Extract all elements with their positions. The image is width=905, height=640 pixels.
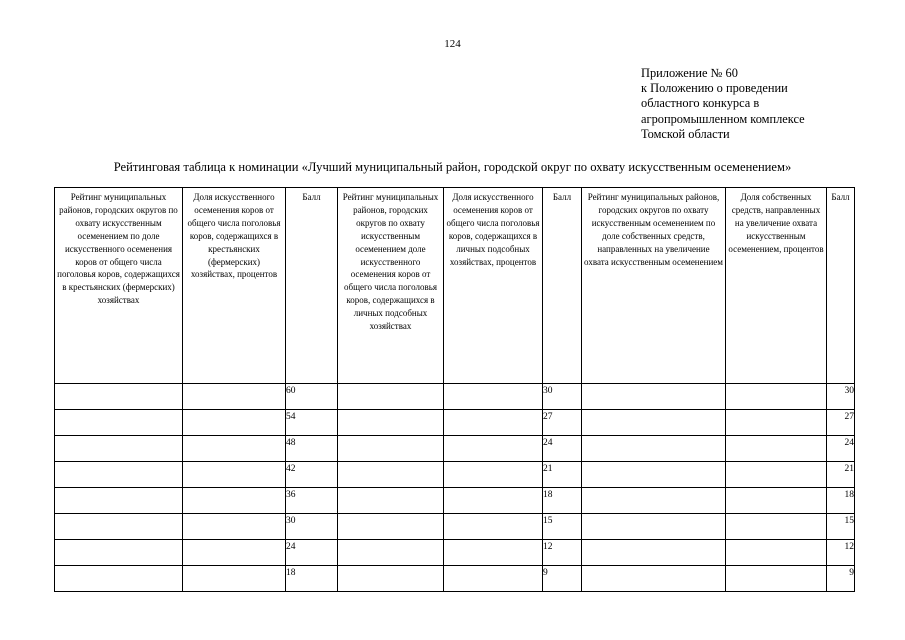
table-cell: [726, 488, 827, 514]
score-cell: 24: [543, 436, 582, 462]
table-cell: [582, 462, 726, 488]
score-cell: 9: [543, 566, 582, 592]
score-cell: 60: [286, 384, 338, 410]
table-cell: [582, 514, 726, 540]
table-cell: [582, 566, 726, 592]
table-cell: [55, 566, 183, 592]
table-cell: [338, 410, 444, 436]
score-cell: 18: [286, 566, 338, 592]
header-score-own-funds: Балл: [827, 188, 855, 384]
table-row: [55, 410, 855, 436]
table-cell: [183, 540, 286, 566]
score-cell: 15: [827, 514, 855, 540]
table-cell: [444, 384, 543, 410]
table-row: [55, 540, 855, 566]
table-cell: [183, 410, 286, 436]
appendix-note: [641, 66, 891, 142]
appendix-line: областного конкурса в: [641, 96, 760, 111]
score-cell: 36: [286, 488, 338, 514]
score-cell: 27: [543, 410, 582, 436]
table-cell: [338, 488, 444, 514]
header-share-kfh: Доля искусственного осеменения коров от общего числа поголовья коров, содержащихся в крестьянских (фермерских) хозяйствах, процентов: [183, 188, 286, 384]
score-cell: 9: [827, 566, 855, 592]
score-cell: 42: [286, 462, 338, 488]
table-cell: [55, 540, 183, 566]
score-cell: 21: [827, 462, 855, 488]
appendix-line: Приложение № 60: [641, 66, 738, 80]
score-cell: 48: [286, 436, 338, 462]
table-cell: [726, 514, 827, 540]
score-cell: 30: [286, 514, 338, 540]
appendix-line: агропромышленном комплексе: [641, 111, 805, 126]
table-cell: [444, 488, 543, 514]
score-cell: 30: [827, 384, 855, 410]
score-cell: 18: [827, 488, 855, 514]
score-cell: 18: [543, 488, 582, 514]
table-cell: [55, 436, 183, 462]
table-cell: [338, 384, 444, 410]
table-cell: [444, 436, 543, 462]
table-cell: [582, 410, 726, 436]
page-number: 124: [444, 38, 461, 50]
table-cell: [183, 384, 286, 410]
header-share-own-funds: Доля собственных средств, направленных на увеличение охвата искусственным осеменением, процентов: [726, 188, 827, 384]
table-cell: [338, 540, 444, 566]
table-cell: [55, 410, 183, 436]
table-title: Рейтинговая таблица к номинации «Лучший муниципальный район, городской округ по охвату искусственным осеменением»: [113, 160, 792, 174]
table-cell: [338, 514, 444, 540]
score-cell: 24: [286, 540, 338, 566]
table-cell: [338, 462, 444, 488]
table-cell: [338, 436, 444, 462]
score-cell: 27: [827, 410, 855, 436]
table-cell: [183, 488, 286, 514]
score-cell: 12: [827, 540, 855, 566]
header-rating-lph: Рейтинг муниципальных районов, городских округов по охвату искусственным осеменением доле искусственного осеменения коров от общего числа поголовья коров, содержащихся в личных подсобных хозяйствах: [338, 188, 444, 384]
score-cell: 30: [543, 384, 582, 410]
table-cell: [183, 436, 286, 462]
table-cell: [338, 566, 444, 592]
table-cell: [55, 462, 183, 488]
table-row: [55, 384, 855, 410]
table-cell: [444, 410, 543, 436]
table-cell: [726, 566, 827, 592]
table-cell: [444, 540, 543, 566]
appendix-line: Томской области: [641, 126, 730, 141]
table-cell: [726, 436, 827, 462]
header-score-lph: Балл: [543, 188, 582, 384]
header-score-kfh: Балл: [286, 188, 338, 384]
score-cell: 12: [543, 540, 582, 566]
table-cell: [444, 462, 543, 488]
table-row: [55, 514, 855, 540]
table-cell: [582, 540, 726, 566]
table-cell: [183, 462, 286, 488]
rating-table: [54, 187, 855, 592]
score-cell: 24: [827, 436, 855, 462]
score-cell: 54: [286, 410, 338, 436]
table-cell: [444, 566, 543, 592]
table-cell: [582, 436, 726, 462]
table-row: [55, 462, 855, 488]
table-cell: [55, 384, 183, 410]
header-rating-own-funds: Рейтинг муниципальных районов, городских округов по охвату искусственным осеменением по доле собственных средств, направленных на увеличение охвата искусственным осеменением: [582, 188, 726, 384]
table-cell: [55, 488, 183, 514]
table-cell: [726, 384, 827, 410]
table-cell: [444, 514, 543, 540]
table-row: [55, 566, 855, 592]
table-cell: [582, 384, 726, 410]
table-row: [55, 488, 855, 514]
table-cell: [55, 514, 183, 540]
table-cell: [183, 514, 286, 540]
header-rating-kfh: Рейтинг муниципальных районов, городских округов по охвату искусственным осеменением по доле искусственного осеменения коров от общего числа поголовья коров, содержащихся в крестьянских (фермерских) хозяйствах: [55, 188, 183, 384]
score-cell: 15: [543, 514, 582, 540]
table-row: [55, 436, 855, 462]
score-cell: 21: [543, 462, 582, 488]
table-cell: [726, 462, 827, 488]
table-cell: [183, 566, 286, 592]
table-cell: [726, 410, 827, 436]
table-cell: [582, 488, 726, 514]
table-cell: [726, 540, 827, 566]
header-share-lph: Доля искусственного осеменения коров от общего числа поголовья коров, содержащихся в личных подсобных хозяйствах, процентов: [444, 188, 543, 384]
table-header-row: [55, 188, 855, 384]
appendix-line: к Положению о проведении: [641, 81, 788, 96]
